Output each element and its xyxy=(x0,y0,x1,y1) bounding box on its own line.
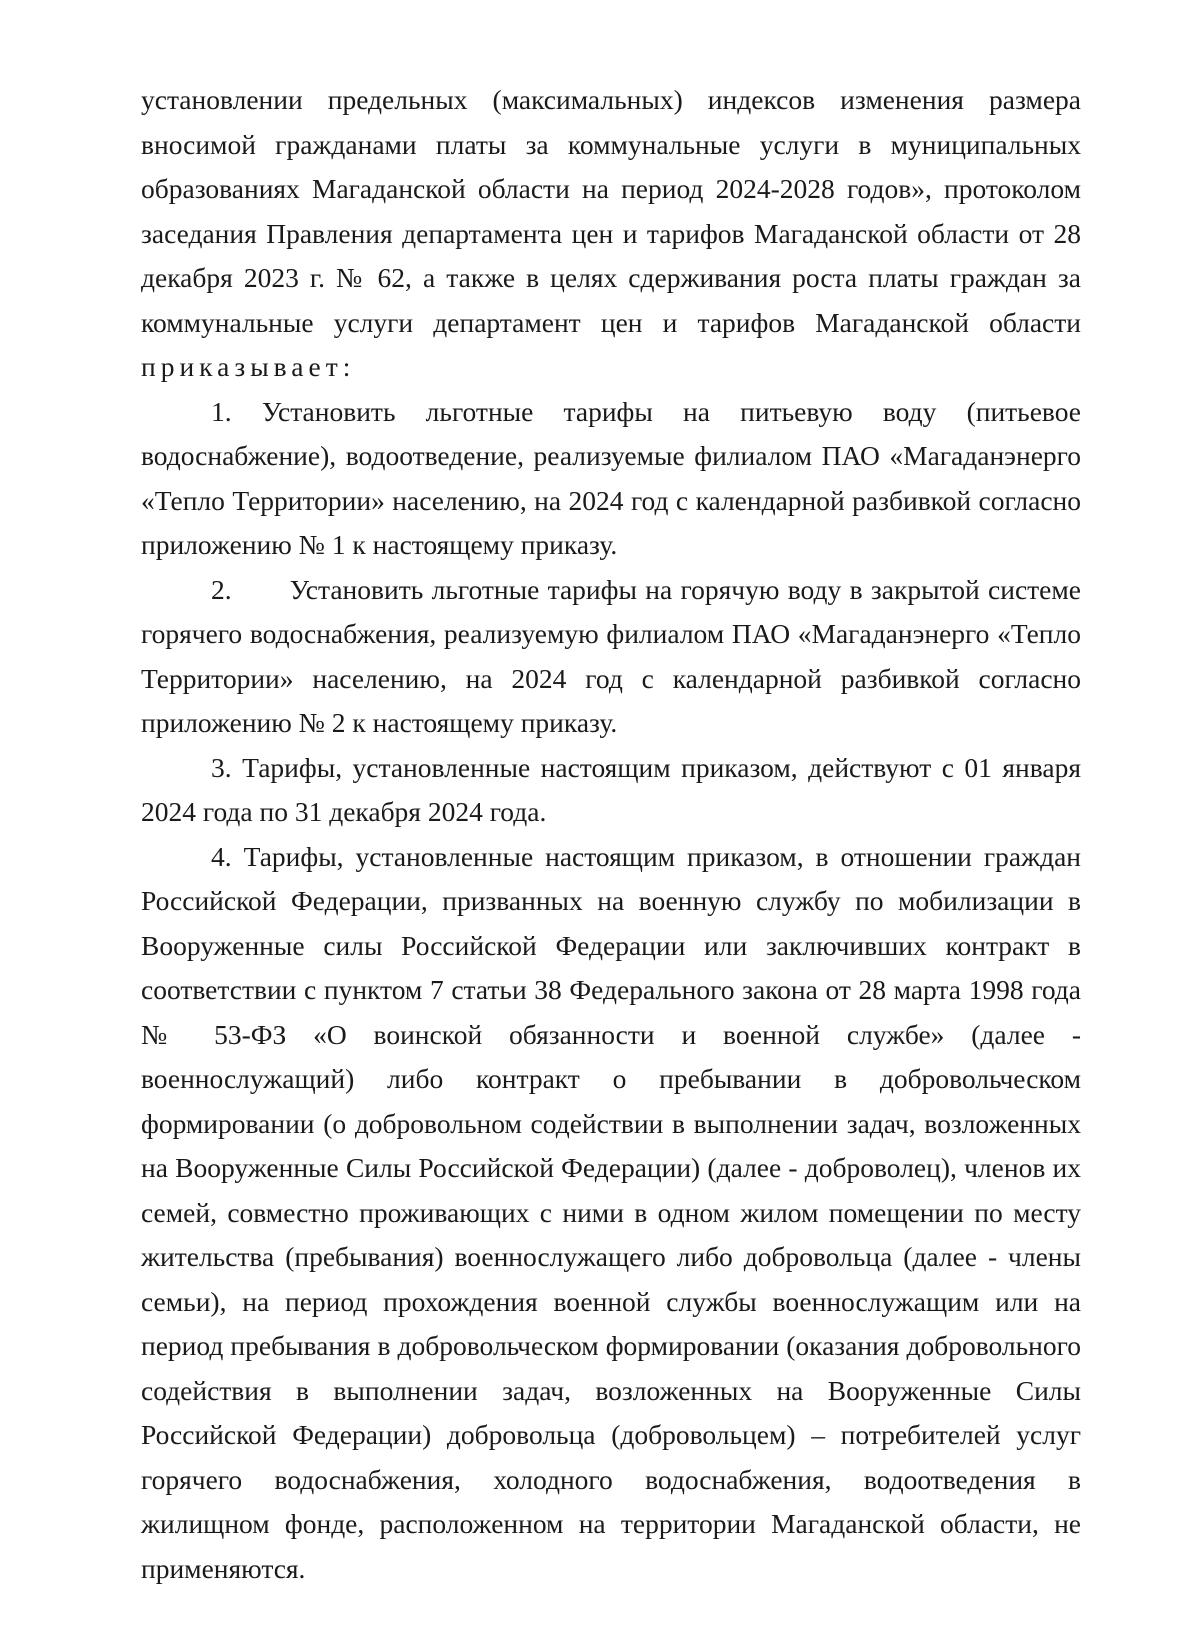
item-2-text: Установить льготные тарифы на горячую воду в закрытой системе горячего водоснабжения, реализуемую филиалом ПАО «Магаданэнерго «Тепло Территории» населению, на 2024 год с календарной разбивкой согласно приложению № 2 к настоящему приказу. xyxy=(141,573,1081,738)
item-4-number: 4. xyxy=(211,840,232,872)
intro-colon: : xyxy=(342,351,351,382)
item-3-text: Тарифы, установленные настоящим приказом, действуют с 01 января 2024 года по 31 декабря 2024 года. xyxy=(141,751,1082,827)
intro-text: установлении предельных (максимальных) индексов изменения размера вносимой гражданами платы за коммунальные услуги в муниципальных образованиях Магаданской области на период 2024-2028 годов», протоколом заседания Правления департамента цен и тарифов Магаданской области от 28 декабря 2023 г. № 62, а также в целях сдерживания роста платы граждан за коммунальные услуги департамент цен и тарифов Магаданской области xyxy=(141,84,1081,338)
item-1-text: Установить льготные тарифы на питьевую воду (питьевое водоснабжение), водоотведение, реализуемые филиалом ПАО «Магаданэнерго «Тепло Территории» населению, на 2024 год с календарной разбивкой согласно приложению № 1 к настоящему приказу. xyxy=(141,395,1082,560)
intro-paragraph xyxy=(141,78,1081,390)
item-4-paragraph xyxy=(141,835,1081,1592)
item-3-paragraph xyxy=(141,746,1081,835)
item-2-paragraph xyxy=(141,568,1081,746)
order-word: приказывает xyxy=(141,351,343,382)
item-1-paragraph xyxy=(141,390,1081,568)
item-1-number: 1. xyxy=(211,395,232,427)
item-4-text: Тарифы, установленные настоящим приказом, в отношении граждан Российской Федерации, призванных на военную службу по мобилизации в Вооруженные силы Российской Федерации или заключивших контракт в соответствии с пунктом 7 статьи 38 Федерального закона от 28 марта 1998 года № 53-ФЗ «О воинской обязанности и военной службе» (далее - военнослужащий) либо контракт о пребывании в добровольческом формировании (о добровольном содействии в выполнении задач, возложенных на Вооруженные Силы Российской Федерации) (далее - доброволец), членов их семей, совместно проживающих с ними в одном жилом помещении по месту жительства (пребывания) военнослужащего либо добровольца (далее - члены семьи), на период прохождения военной службы военнослужащим или на период пребывания в добровольческом формировании (оказания добровольного содействия в выполнении задач, возложенных на Вооруженные Силы Российской Федерации) добровольца (добровольцем) – потребителей услуг горячего водоснабжения, холодного водоснабжения, водоотведения в жилищном фонде, расположенном на территории Магаданской области, не применяются. xyxy=(141,840,1082,1584)
item-2-number: 2. xyxy=(211,573,232,605)
document-body xyxy=(141,78,1081,1591)
item-3-number: 3. xyxy=(211,751,232,783)
